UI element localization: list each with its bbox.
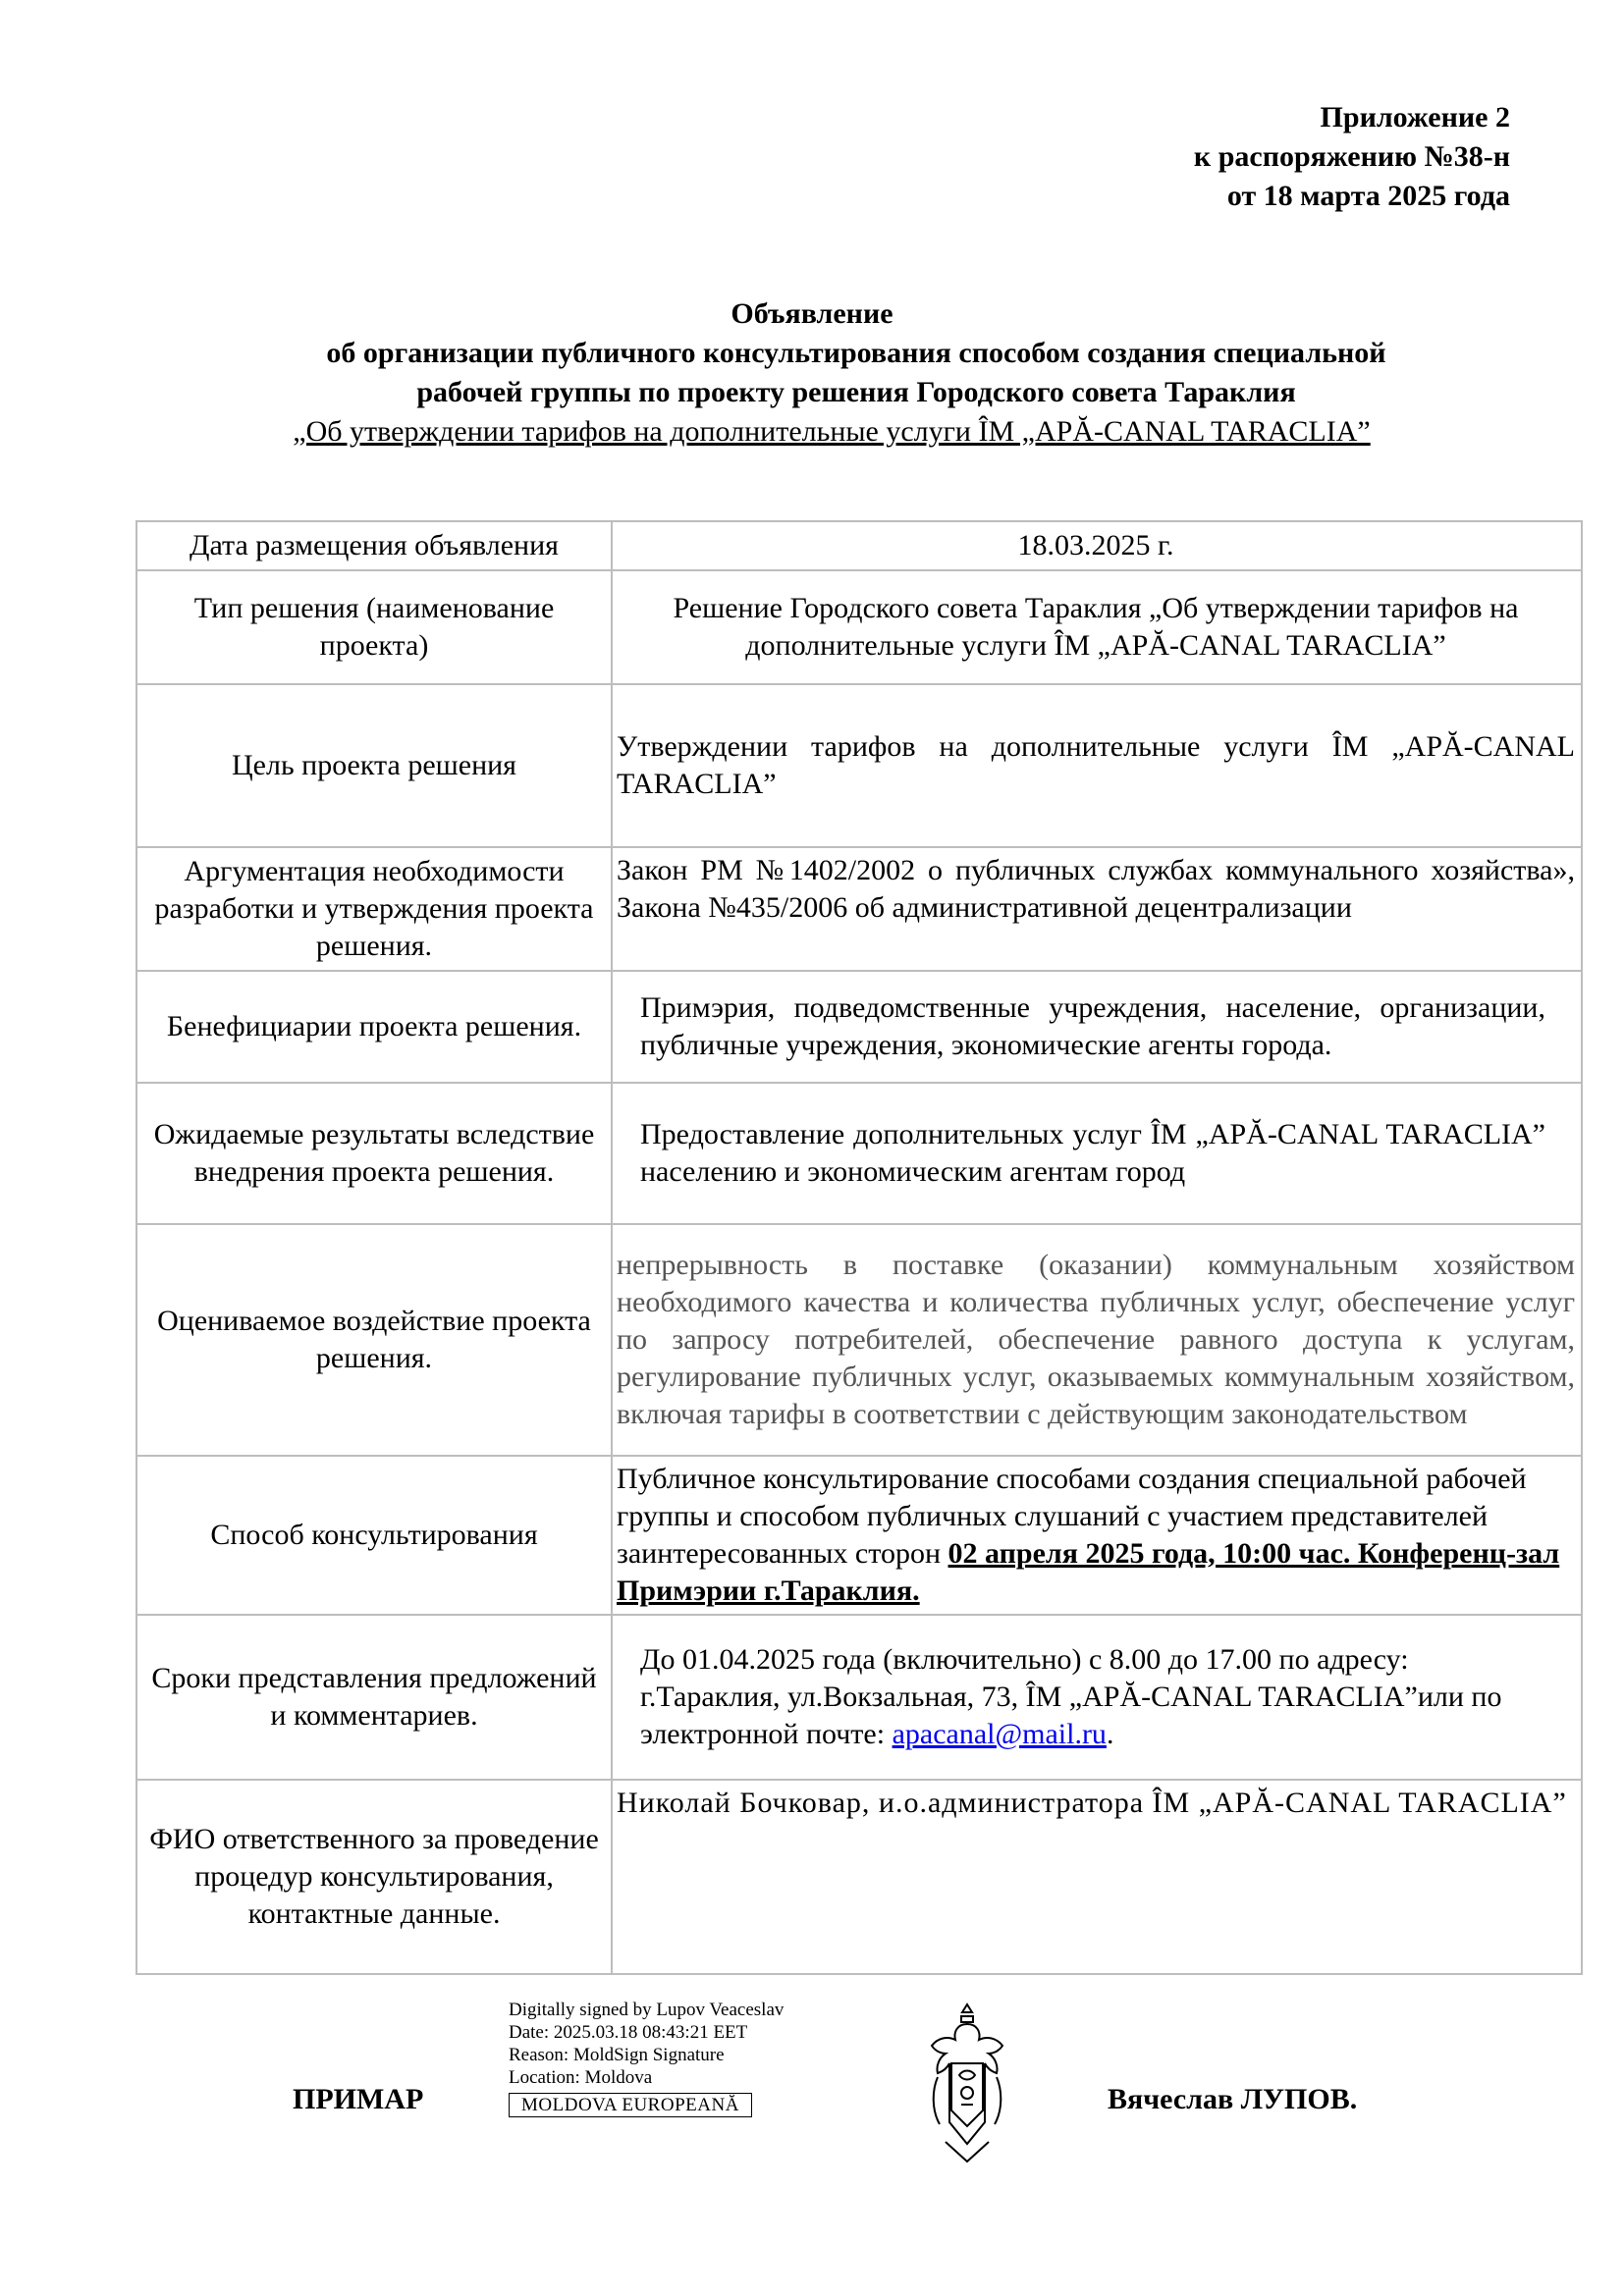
row-value: Решение Городского совета Тараклия „Об утверждении тарифов на дополнительные услуги ÎM „APĂ-CANAL TARACLIA” [612,570,1582,684]
table-row-type [136,570,1582,684]
annex-line-2: к распоряжению №38-н [1193,140,1510,173]
table-row-argument [136,847,1582,971]
heading-line-4: „Об утверждении тарифов на дополнительные услуги ÎM „APĂ-CANAL TARACLIA” [293,415,1371,448]
signature-stamp: MOLDOVA EUROPEANĂ [509,2093,752,2117]
row-label: Тип решения (наименование проекта) [136,570,612,684]
annex-line-3: от 18 марта 2025 года [1226,180,1510,212]
signature-line-4: Location: Moldova [509,2067,653,2088]
announcement-title: Объявление [731,297,893,330]
digital-signature-block [509,1999,784,2117]
signature-line-1: Digitally signed by Lupov Veaceslav [509,2000,785,2020]
table-row-goal [136,684,1582,847]
hearing-date-place: 02 апреля 2025 года, 10:00 час. Конференц-зал Примэрии г.Тараклия. [617,1537,1560,1607]
mayor-name: Вячеслав ЛУПОВ. [1108,2083,1358,2115]
annex-line-1: Приложение 2 [1320,101,1510,133]
row-label: Сроки представления предложений и комментариев. [136,1615,612,1780]
row-label: Ожидаемые результаты вследствие внедрения проекта решения. [136,1083,612,1224]
deadline-text: До 01.04.2025 года (включительно) с 8.00 до 17.00 по адресу: г.Тараклия, ул.Вокзальная, 73, ÎM „APĂ-CANAL TARACLIA”или по электронной почте: [640,1643,1502,1750]
row-value: Примэрия, подведомственные учреждения, население, организации, публичные учреждения, экономические агенты города. [612,971,1582,1083]
signature-line-2: Date: 2025.03.18 08:43:21 EET [509,2022,748,2043]
row-label: ФИО ответственного за проведение процедур консультирования, контактные данные. [136,1780,612,1974]
row-value: непрерывность в поставке (оказании) коммунальным хозяйством необходимого качества и количества публичных услуг, обеспечение услуг по запросу потребителей, обеспечение равного доступа к услугам, регулирование публичных услуг, оказываемых коммунальным хозяйством, включая тарифы в соответствии с действующим законодательством [612,1224,1582,1456]
row-value: Николай Бочковар, и.о.администратора ÎM „APĂ-CANAL TARACLIA” [612,1780,1582,1974]
mayor-title: ПРИМАР [293,2083,424,2115]
deadline-end: . [1106,1718,1114,1750]
signature-footer [0,1993,1624,2189]
row-label: Аргументация необходимости разработки и утверждения проекта решения. [136,847,612,971]
table-row-responsible [136,1780,1582,1974]
heading-line-3: рабочей группы по проекту решения Городского совета Тараклия [416,376,1296,408]
heading-line-2: об организации публичного консультирования способом создания специальной [326,337,1386,369]
table-row-deadline [136,1615,1582,1780]
email-link[interactable]: apacanal@mail.ru [892,1718,1107,1750]
table-row-beneficiaries [136,971,1582,1083]
row-value: Предоставление дополнительных услуг ÎM „APĂ-CANAL TARACLIA” населению и экономическим агентам город [612,1083,1582,1224]
table-row-method [136,1456,1582,1615]
moldova-coat-of-arms-icon [918,1995,1016,2171]
row-label: Способ консультирования [136,1456,612,1615]
row-value [612,1615,1582,1780]
row-value: 18.03.2025 г. [612,521,1582,570]
signature-line-3: Reason: MoldSign Signature [509,2045,725,2065]
row-label: Дата размещения объявления [136,521,612,570]
annex-block [1194,98,1510,216]
row-value: Утверждении тарифов на дополнительные услуги ÎM „APĂ-CANAL TARACLIA” [612,684,1582,847]
table-row-date [136,521,1582,570]
row-label: Оцениваемое воздействие проекта решения. [136,1224,612,1456]
table-row-impact [136,1224,1582,1456]
row-value: Закон РМ №1402/2002 о публичных службах коммунального хозяйства», Закона №435/2006 об административной децентрализации [612,847,1582,971]
method-text: Публичное консультирование способами создания специальной рабочей группы и способом публичных слушаний с участием представителей заинтересованных сторон [617,1463,1527,1570]
table-row-results [136,1083,1582,1224]
announcement-heading [0,294,1624,452]
announcement-table [135,520,1583,1975]
row-label: Цель проекта решения [136,684,612,847]
row-value [612,1456,1582,1615]
row-label: Бенефициарии проекта решения. [136,971,612,1083]
